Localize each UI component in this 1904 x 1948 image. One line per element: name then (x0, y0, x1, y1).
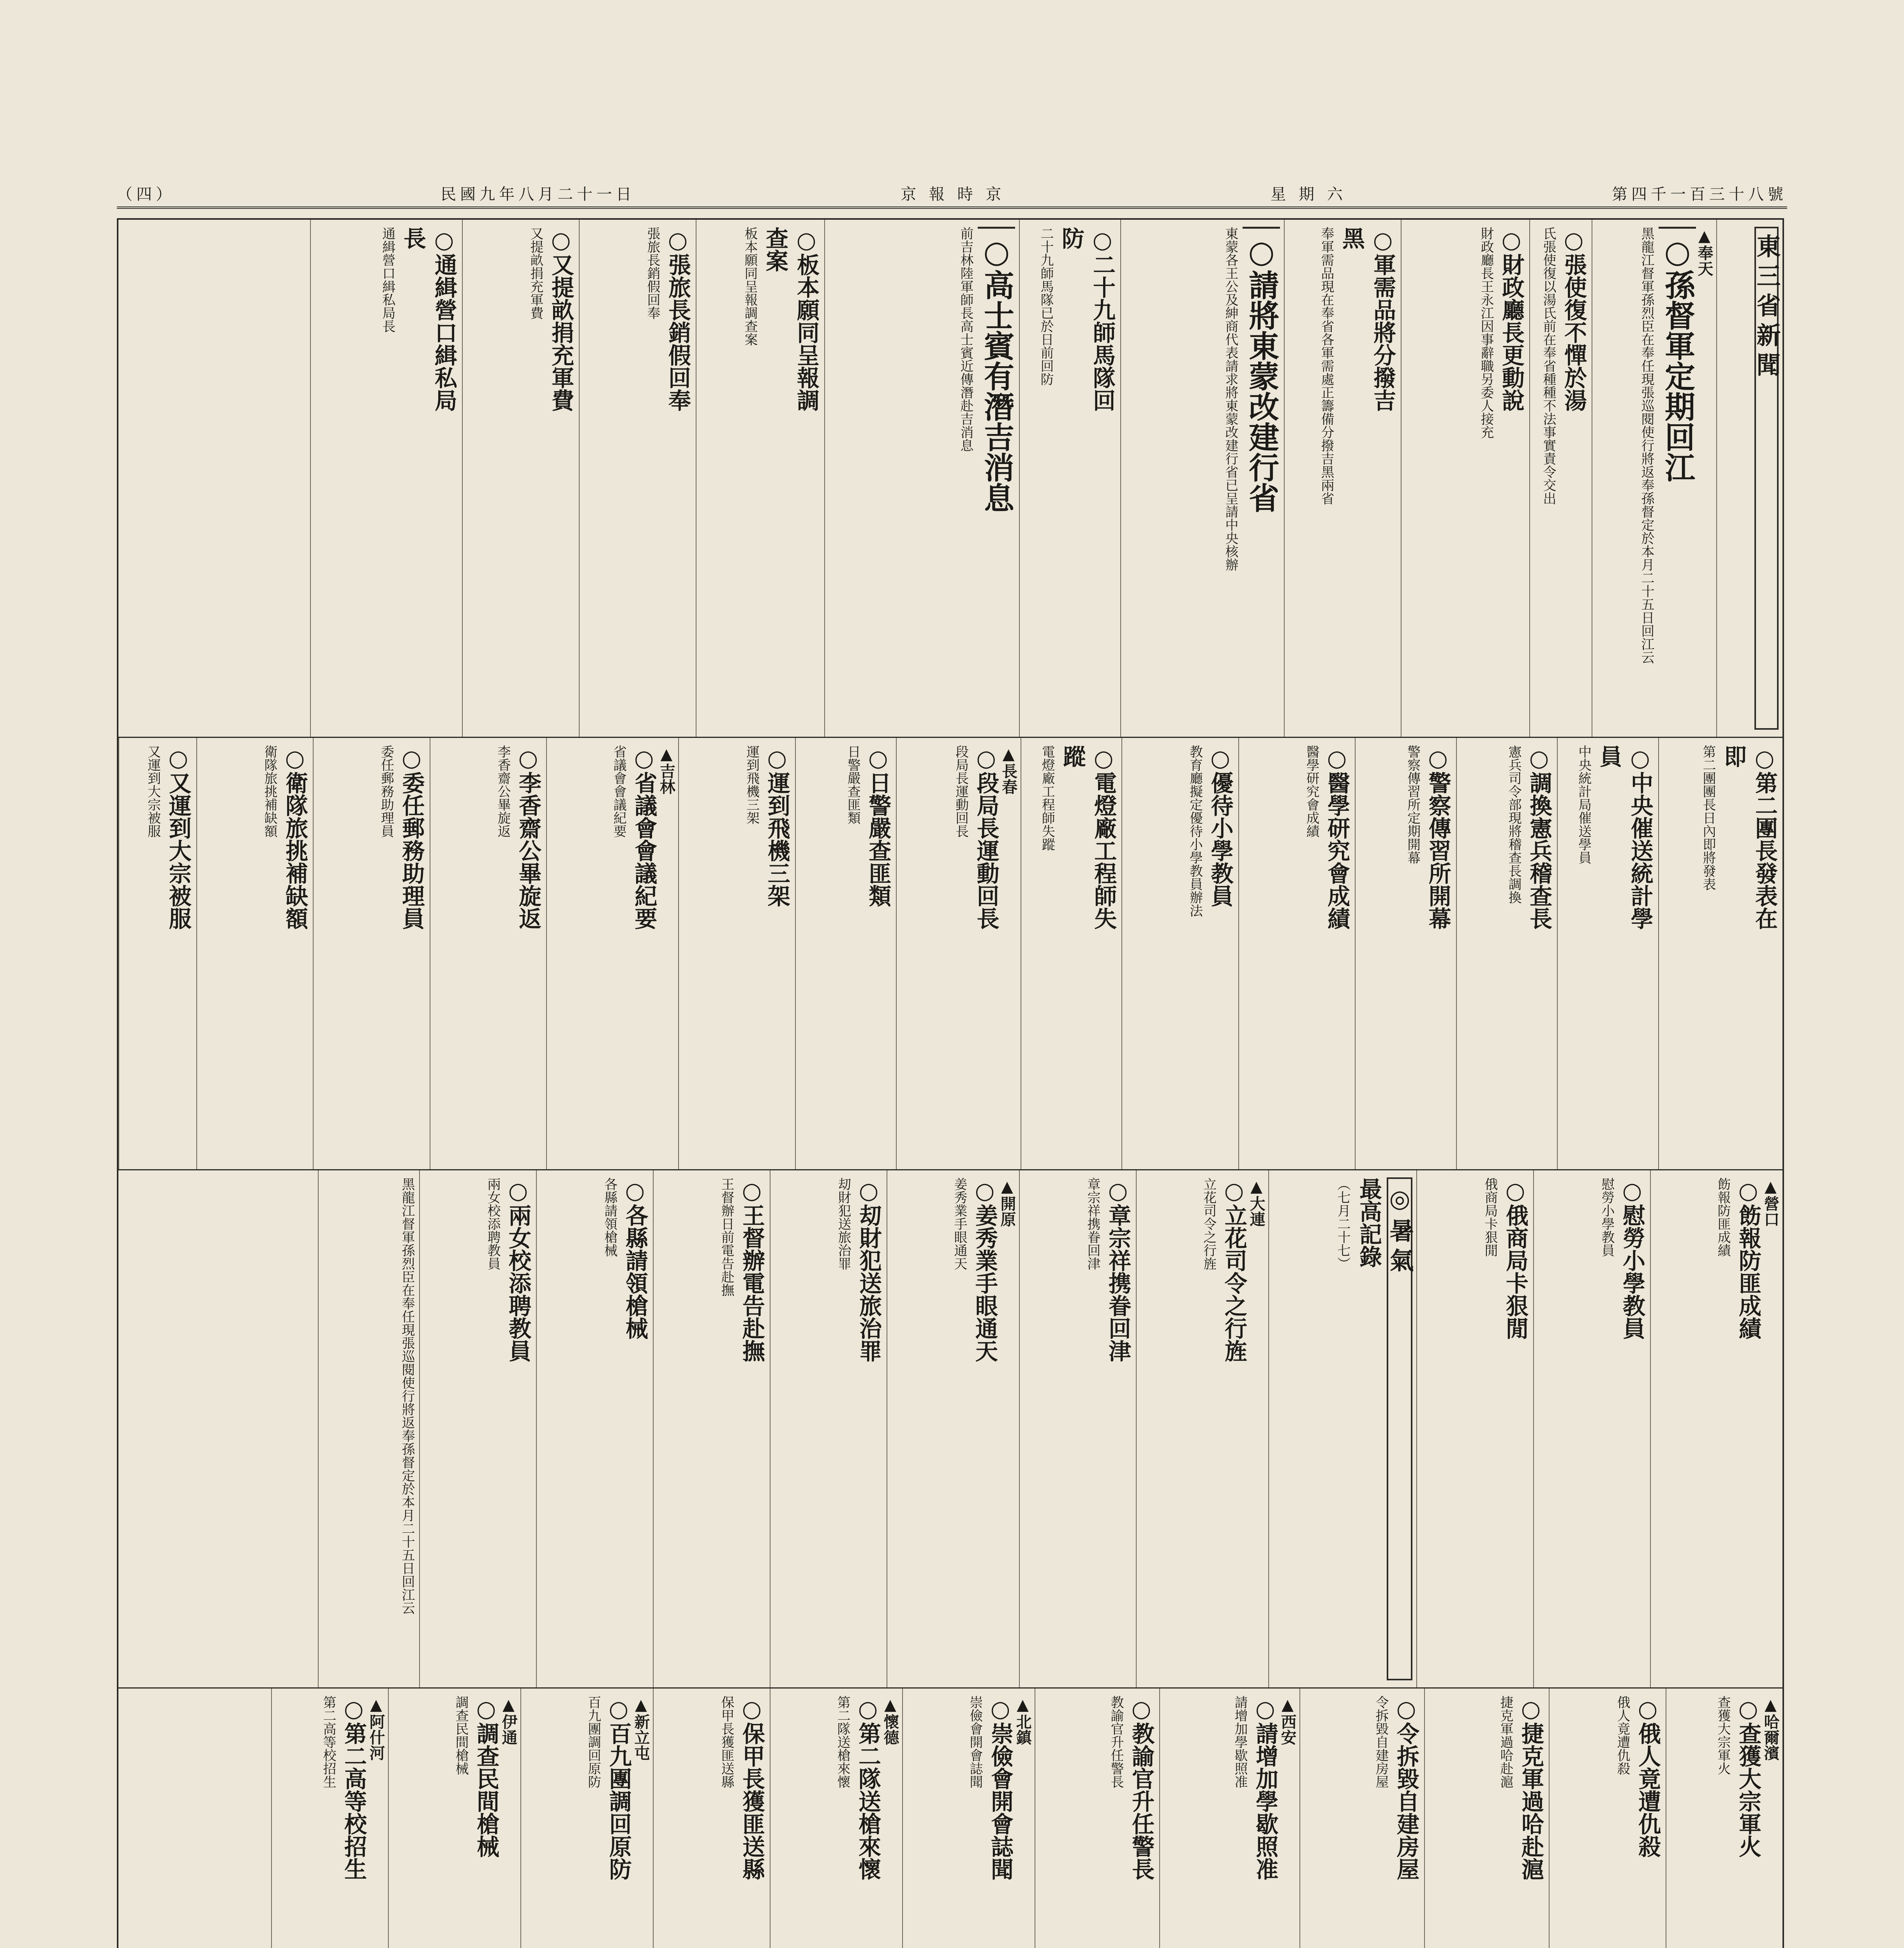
masthead-bar (117, 179, 1787, 209)
article: ○李香齋公畢旋返 李香齋公畢旋返 (430, 738, 546, 1169)
article: ○張旅長銷假回奉 張旅長銷假回奉 (579, 220, 696, 737)
weather-box: ◎暑氣 最高記錄 （七月二十七） (1268, 1170, 1416, 1687)
article: ▲開原 ○姜秀業手眼通天 姜秀業手眼通天 (887, 1170, 1019, 1687)
article: 黑龍江督軍孫烈臣在奉任現張巡閱使行將返奉孫督定於本月二十五日回江云 (318, 1170, 419, 1687)
masthead-issue: 第四千一百三十八號 (1611, 185, 1787, 203)
article-grid (117, 218, 1784, 1948)
article: ○張使復不憚於湯 氏張使復以湯氏前在奉省種種不法事實責令交出 (1529, 220, 1592, 737)
article: ○醫學研究會成績 醫學研究會成績 (1238, 738, 1355, 1169)
article: ○俄商局卡狠閒 俄商局卡狠閒 (1416, 1170, 1533, 1687)
article: ○俄人竟遭仇殺 俄人竟遭仇殺 (1549, 1689, 1666, 1948)
article: ○教諭官升任警長 教諭官升任警長 (1035, 1689, 1159, 1948)
article: ○電燈廠工程師失 蹤 電燈廠工程師失蹤 (1021, 738, 1122, 1169)
article: ▲懷德 ○第二隊送槍來懷 第二隊送槍來懷 (770, 1689, 902, 1948)
article: ○財政廳長更動說 財政廳長王永江因事辭職另委人接充 (1401, 220, 1529, 737)
article: ○又運到大宗被服 又運到大宗被服 (118, 738, 196, 1169)
article: ○警察傳習所開幕 警察傳習所定期開幕 (1355, 738, 1456, 1169)
article: ○軍需品將分撥吉 黑 奉軍需品現在奉省各軍需處正籌備分撥吉黑兩省 (1284, 220, 1401, 737)
article: ▲北鎮 ○崇儉會開會誌聞 崇儉會開會誌聞 (902, 1689, 1035, 1948)
article: ○請將東蒙改建行省 東蒙各王公及紳商代表請求將東蒙改建行省已呈請中央核辦 (1120, 220, 1284, 737)
article: ○又提畝捐充軍費 又提畝捐充軍費 (462, 220, 579, 737)
article: ○第二團長發表在 即 第二團團長日內即將發表 (1658, 738, 1782, 1169)
band-1 (118, 220, 1782, 738)
article: ▲長春 ○段局長運動回長 段局長運動回長 (896, 738, 1020, 1169)
article: ▲奉天 ○孫督軍定期回江 黑龍江督軍孫烈臣在奉任現張巡閱使行將返奉孫督定於本月二十五日回江云 (1592, 220, 1716, 737)
article: ○中央催送統計學 員 中央統計局催送學員 (1557, 738, 1658, 1169)
band-3 (118, 1170, 1782, 1689)
article: ○捷克軍過哈赴滬 捷克軍過哈赴滬 (1424, 1689, 1549, 1948)
article: ▲吉林 ○省議會會議紀要 省議會會議紀要 (546, 738, 678, 1169)
article: ○章宗祥携眷回津 章宗祥携眷回津 (1019, 1170, 1136, 1687)
article: ○刧財犯送旅治罪 刧財犯送旅治罪 (770, 1170, 887, 1687)
masthead-paper: 京 報 時 京 (901, 185, 1005, 203)
masthead-date: 民國九年八月二十一日 (441, 185, 636, 203)
band-4 (118, 1689, 1782, 1948)
masthead-left: （四） (117, 185, 175, 203)
article: ○通緝營口緝私局 長 通緝營口緝私局長 (310, 220, 462, 737)
article: ▲西安 ○請增加學歇照准 請增加學歇照准 (1159, 1689, 1299, 1948)
article: ○令拆毀自建房屋 令拆毀自建房屋 (1299, 1689, 1424, 1948)
article: ○調換憲兵稽查長 憲兵司令部現將稽查長調換 (1456, 738, 1557, 1169)
section-title: 東三省新聞 (1716, 220, 1782, 737)
article: ○慰勞小學教員 慰勞小學教員 (1533, 1170, 1650, 1687)
article: ○二十九師馬隊回 防 二十九師馬隊已於日前回防 (1019, 220, 1120, 737)
article: ○運到飛機三架 運到飛機三架 (678, 738, 795, 1169)
article: ○高士賓有潛吉消息 前吉林陸軍師長高士賓近傳潛赴吉消息 (824, 220, 1019, 737)
article: ○日警嚴查匪類 日警嚴查匪類 (795, 738, 896, 1169)
article: ▲伊通 ○調查民間槍械 調查民間槍械 (388, 1689, 520, 1948)
band-2 (118, 738, 1782, 1170)
article: ○優待小學教員 教育廳擬定優待小學教員辦法 (1121, 738, 1238, 1169)
article: ▲營口 ○飭報防匪成績 飭報防匪成績 (1650, 1170, 1782, 1687)
article: ▲哈爾濱 ○查獲大宗軍火 查獲大宗軍火 (1666, 1689, 1782, 1948)
article: ○兩女校添聘教員 兩女校添聘教員 (419, 1170, 536, 1687)
article: ○板本願同呈報調 查案 板本願同呈報調查案 (696, 220, 824, 737)
article: ○衛隊旅挑補缺額 衛隊旅挑補缺額 (196, 738, 313, 1169)
article: ▲新立屯 ○百九團調回原防 百九團調回原防 (520, 1689, 653, 1948)
article: ○委任郵務助理員 委任郵務助理員 (313, 738, 429, 1169)
article: ○王督辦電告赴撫 王督辦日前電告赴撫 (653, 1170, 770, 1687)
article: ▲大連 ○立花司令之行旌 立花司令之行旌 (1136, 1170, 1268, 1687)
article: ○保甲長獲匪送縣 保甲長獲匪送縣 (653, 1689, 770, 1948)
masthead-weekday: 星 期 六 (1270, 185, 1347, 203)
article: ▲阿什河 ○第二高等校招生 第二高等校招生 (271, 1689, 388, 1948)
article: ○各縣請領槍械 各縣請領槍械 (536, 1170, 653, 1687)
